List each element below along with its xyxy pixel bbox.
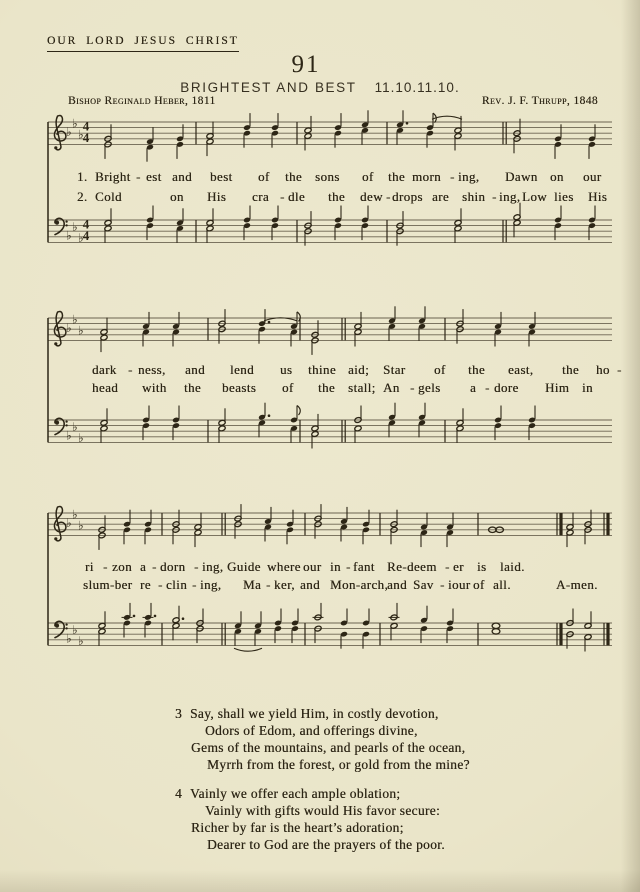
flat-sign: ♭	[66, 124, 72, 139]
lyric-syllable: -	[152, 559, 157, 574]
bass-clef-icon	[65, 424, 67, 426]
lyric-syllable: a	[470, 380, 477, 395]
lyric-syllable: beasts	[222, 380, 257, 395]
lyric-syllable: ing,	[202, 559, 224, 574]
lyric-syllable: dorn	[160, 559, 186, 574]
flat-sign: ♭	[78, 431, 84, 446]
author-credit: Bishop Reginald Heber, 1811	[68, 95, 216, 107]
lyric-syllable: in	[330, 559, 341, 574]
lyric-syllable: -	[410, 380, 415, 395]
lyric-syllable: the	[562, 362, 580, 377]
lyric-syllable: thine	[308, 362, 336, 377]
lyric-syllable: dore	[494, 380, 519, 395]
lyric-syllable: His	[588, 189, 608, 204]
verse-line: Say, shall we yield Him, in costly devotion,	[190, 706, 439, 721]
lyric-syllable: our	[583, 169, 602, 184]
lyric-syllable: us	[280, 362, 293, 377]
lyric-syllable: the	[328, 189, 346, 204]
lyric-syllable: the	[468, 362, 486, 377]
lyric-syllable: His	[207, 189, 227, 204]
lyric-syllable: Guide	[227, 559, 261, 574]
lyric-syllable: -	[280, 189, 285, 204]
flat-sign: ♭	[72, 312, 78, 327]
lyric-syllable: ker,	[274, 577, 295, 592]
hymn-number: 91	[291, 51, 321, 78]
verse-line: Myrrh from the forest, or gold from the mine?	[207, 757, 470, 772]
lyric-syllable: Star	[383, 362, 406, 377]
lyric-syllable: of	[258, 169, 270, 184]
lyric-syllable: -	[136, 169, 141, 184]
lyric-syllable: the	[388, 169, 406, 184]
flat-sign: ♭	[66, 428, 72, 443]
lyric-syllable: all.	[493, 577, 511, 592]
lyric-syllable: slum-ber	[83, 577, 133, 592]
lyric-syllable: -	[103, 559, 108, 574]
lyric-syllable: head	[92, 380, 119, 395]
lyric-syllable: the	[184, 380, 202, 395]
lyric-syllable: Re-deem	[387, 559, 437, 574]
lyric-syllable: on	[550, 169, 564, 184]
lyric-syllable: est	[146, 169, 162, 184]
lyric-syllable: -	[492, 189, 497, 204]
flat-sign: ♭	[78, 231, 84, 246]
hymn-title: BRIGHTEST AND BEST	[180, 80, 357, 95]
lyric-syllable: ho	[596, 362, 610, 377]
augmentation-dot	[133, 615, 136, 618]
flat-sign: ♭	[72, 220, 78, 234]
lyric-syllable: ing,	[200, 577, 222, 592]
lyric-syllable: -	[158, 577, 163, 592]
lyric-syllable: sons	[315, 169, 340, 184]
lyric-syllable: -	[194, 559, 199, 574]
treble-clef-icon	[54, 537, 57, 540]
flat-sign: ♭	[78, 323, 84, 338]
lyric-syllable: where	[267, 559, 301, 574]
bass-clef-icon	[65, 224, 67, 226]
lyric-syllable: dark	[92, 362, 117, 377]
lyric-syllable: zon	[112, 559, 132, 574]
lyric-syllable: -	[450, 169, 455, 184]
time-signature: 4	[82, 216, 90, 232]
lyric-syllable: lend	[230, 362, 254, 377]
flat-sign: ♭	[66, 320, 72, 335]
lyric-syllable: -	[346, 559, 351, 574]
flat-sign: ♭	[78, 634, 84, 649]
lyric-syllable: best	[210, 169, 233, 184]
lyric-syllable: ri	[85, 559, 94, 574]
verse-number: 3	[175, 706, 182, 721]
lyric-syllable: 2.	[77, 189, 88, 204]
note	[492, 623, 500, 628]
lyric-syllable: of	[362, 169, 374, 184]
lyric-syllable: Mon-arch,	[330, 577, 389, 592]
time-signature: 4	[82, 118, 90, 134]
verse-line: Dearer to God are the prayers of the poor.	[207, 837, 445, 852]
flat-sign: ♭	[66, 228, 72, 243]
lyric-syllable: the	[285, 169, 303, 184]
verse-line: Vainly we offer each ample oblation;	[190, 786, 401, 801]
lyric-syllable: gels	[418, 380, 441, 395]
lyric-syllable: re	[140, 577, 151, 592]
note	[492, 629, 500, 634]
lyric-syllable: iour	[448, 577, 471, 592]
flat-sign: ♭	[72, 507, 78, 522]
lyric-syllable: -	[445, 559, 450, 574]
lyric-syllable: of	[473, 577, 485, 592]
lyric-syllable: ing,	[458, 169, 480, 184]
lyric-syllable: a	[140, 559, 147, 574]
time-signature: 4	[82, 129, 90, 145]
hymn-meter: 11.10.11.10.	[374, 80, 460, 95]
lyric-syllable: A-men.	[556, 577, 598, 592]
lyric-syllable: are	[432, 189, 450, 204]
lyric-syllable: our	[303, 559, 322, 574]
lyric-syllable: ness,	[138, 362, 166, 377]
lyric-syllable: and	[387, 577, 407, 592]
lyric-syllable: Cold	[95, 189, 122, 204]
lyric-syllable: clin	[166, 577, 188, 592]
lyric-syllable: Low	[522, 189, 548, 204]
lyric-syllable: east,	[508, 362, 534, 377]
augmentation-dot	[182, 617, 185, 620]
time-signature: 4	[82, 227, 90, 243]
lyric-syllable: 1.	[77, 169, 88, 184]
lyric-syllable: Sav	[413, 577, 434, 592]
bass-clef-icon	[65, 220, 67, 222]
lyric-syllable: of	[434, 362, 446, 377]
lyric-syllable: of	[282, 380, 294, 395]
flat-sign: ♭	[72, 116, 78, 131]
lyric-syllable: Ma	[243, 577, 262, 592]
tie-slur	[234, 648, 262, 651]
augmentation-dot	[268, 321, 271, 324]
lyric-syllable: -	[192, 577, 197, 592]
verse-line: Vainly with gifts would His favor secure:	[205, 803, 441, 818]
lyric-syllable: is	[477, 559, 487, 574]
flat-sign: ♭	[72, 623, 78, 637]
bass-clef-icon	[65, 420, 67, 422]
lyric-syllable: -	[386, 189, 391, 204]
augmentation-dot	[406, 122, 409, 125]
lyric-syllable: ing,	[499, 189, 521, 204]
flat-sign: ♭	[72, 420, 78, 434]
verse-line: Gems of the mountains, and pearls of the ocean,	[191, 740, 466, 755]
lyric-syllable: dew	[360, 189, 383, 204]
lyric-syllable: er	[453, 559, 464, 574]
lyric-syllable: on	[170, 189, 184, 204]
lyric-syllable: Bright	[95, 169, 131, 184]
flat-sign: ♭	[78, 127, 84, 142]
lyric-syllable: fant	[353, 559, 375, 574]
lyric-syllable: -	[440, 577, 445, 592]
lyric-syllable: shin	[462, 189, 486, 204]
treble-clef-icon	[54, 342, 57, 345]
lyric-syllable: stall;	[348, 380, 376, 395]
lyric-syllable: cra	[252, 189, 270, 204]
flat-sign: ♭	[66, 631, 72, 646]
lyric-syllable: -	[266, 577, 271, 592]
lyric-syllable: morn	[412, 169, 442, 184]
lyric-syllable: Him	[545, 380, 570, 395]
lyric-syllable: and	[300, 577, 320, 592]
composer-credit: Rev. J. F. Thrupp, 1848	[481, 95, 598, 107]
flat-sign: ♭	[66, 515, 72, 530]
lyric-syllable: -	[485, 380, 490, 395]
lyric-syllable: the	[318, 380, 336, 395]
lyric-syllable: -	[617, 362, 622, 377]
bass-clef-icon	[65, 627, 67, 629]
running-head: OUR LORD JESUS CHRIST	[47, 35, 239, 52]
bass-clef-icon	[65, 623, 67, 625]
treble-clef-icon	[54, 146, 57, 149]
lyric-syllable: lies	[554, 189, 574, 204]
lyric-syllable: and	[172, 169, 192, 184]
flat-sign: ♭	[78, 518, 84, 533]
lyric-syllable: dle	[288, 189, 306, 204]
lyric-syllable: drops	[392, 189, 423, 204]
lyric-syllable: Dawn	[505, 169, 538, 184]
verse-line: Richer by far is the heart’s adoration;	[191, 820, 404, 835]
augmentation-dot	[154, 615, 157, 618]
verse-number: 4	[175, 786, 182, 801]
lyric-syllable: laid.	[500, 559, 525, 574]
lyric-syllable: aid;	[348, 362, 370, 377]
lyric-syllable: with	[142, 380, 167, 395]
verse-line: Odors of Edom, and offerings divine,	[205, 723, 418, 738]
lyric-syllable: and	[185, 362, 205, 377]
augmentation-dot	[268, 414, 271, 417]
lyric-syllable: -	[128, 362, 133, 377]
lyric-syllable: An	[383, 380, 400, 395]
lyric-syllable: in	[582, 380, 593, 395]
